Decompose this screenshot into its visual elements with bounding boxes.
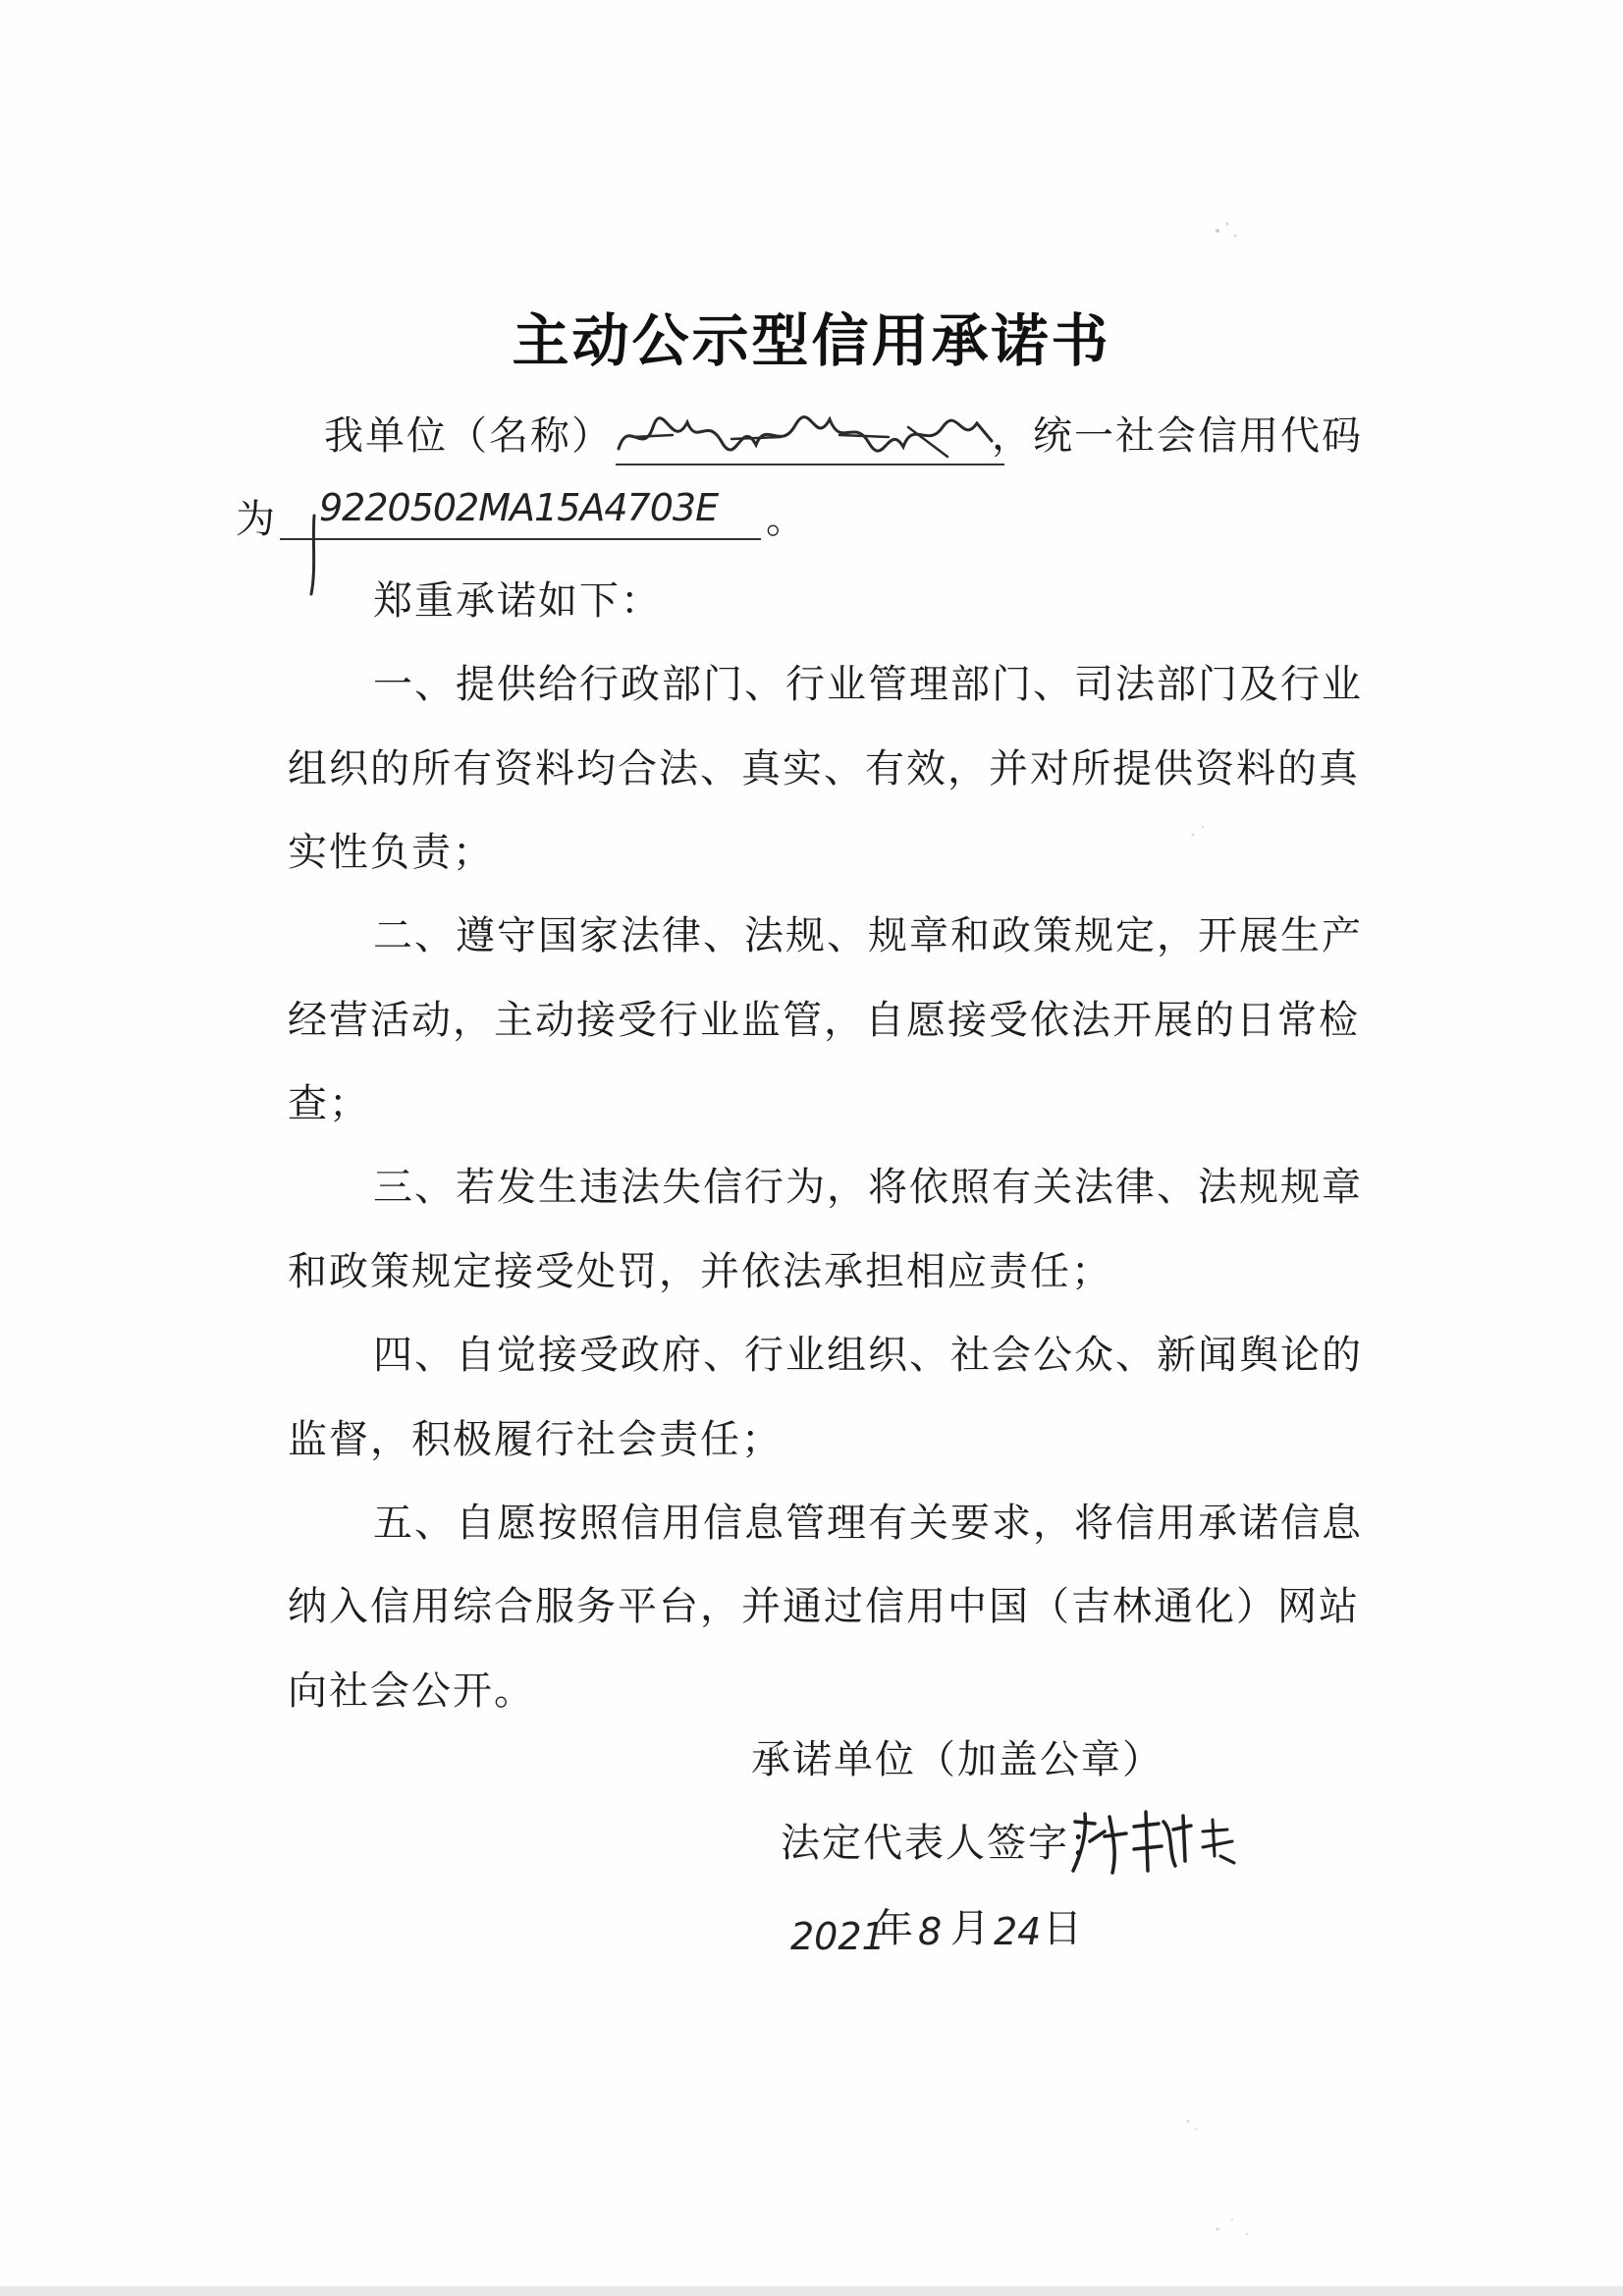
date-month-label: 月 bbox=[950, 1906, 992, 1951]
item-4-line-1: 四、自觉接受政府、行业组织、社会公众、新闻舆论的 bbox=[373, 1333, 1363, 1378]
sign-unit-label: 承诺单位（加盖公章） bbox=[751, 1737, 1163, 1782]
item-2-line-3: 查； bbox=[288, 1081, 370, 1126]
credit-code-label: ，统一社会信用代码 bbox=[992, 413, 1363, 459]
date-day-handwriting: 24 bbox=[994, 1910, 1042, 1953]
credit-code-handwriting: 9220502MA15A4703E bbox=[319, 486, 719, 529]
intro-text: 郑重承诺如下： bbox=[373, 578, 662, 624]
scan-artifact bbox=[1168, 805, 1227, 864]
unit-name-handwriting bbox=[614, 398, 1006, 476]
item-5-line-1: 五、自愿按照信用信息管理有关要求，将信用承诺信息 bbox=[373, 1501, 1363, 1546]
scan-artifact bbox=[1188, 2200, 1276, 2259]
item-2-line-2: 经营活动，主动接受行业监管，自愿接受依法开展的日常检 bbox=[288, 998, 1360, 1043]
item-2-line-1: 二、遵守国家法律、法规、规章和政策规定，开展生产 bbox=[373, 913, 1363, 958]
code-suffix: 。 bbox=[766, 497, 807, 542]
item-1-line-2: 组织的所有资料均合法、真实、有效，并对所提供资料的真 bbox=[288, 746, 1360, 792]
item-5-line-3: 向社会公开。 bbox=[288, 1668, 535, 1714]
date-year-label: 年 bbox=[874, 1906, 915, 1951]
scan-artifact bbox=[1163, 2092, 1222, 2151]
item-3-line-2: 和政策规定接受处罚，并依法承担相应责任； bbox=[288, 1249, 1112, 1294]
pen-stroke-mark bbox=[304, 511, 324, 599]
legal-rep-label: 法定代表人签字： bbox=[781, 1821, 1110, 1866]
date-month-handwriting: 8 bbox=[918, 1910, 943, 1953]
date-day-label: 日 bbox=[1043, 1906, 1084, 1951]
item-1-line-1: 一、提供给行政部门、行业管理部门、司法部门及行业 bbox=[373, 662, 1363, 707]
code-prefix: 为 bbox=[236, 497, 277, 542]
item-3-line-1: 三、若发生违法失信行为，将依照有关法律、法规规章 bbox=[373, 1165, 1363, 1210]
scan-artifact bbox=[1198, 206, 1257, 265]
item-1-line-3: 实性负责； bbox=[288, 830, 494, 875]
item-5-line-2: 纳入信用综合服务平台，并通过信用中国（吉林通化）网站 bbox=[288, 1584, 1360, 1629]
date-year-handwriting: 2021 bbox=[790, 1915, 886, 1958]
code-underline bbox=[280, 538, 761, 540]
unit-name-prefix: 我单位（名称） bbox=[324, 413, 613, 459]
legal-rep-signature bbox=[1065, 1802, 1252, 1881]
item-4-line-2: 监督，积极履行社会责任； bbox=[288, 1417, 783, 1462]
document-title: 主动公示型信用承诺书 bbox=[512, 307, 1111, 374]
scan-bottom-edge bbox=[0, 2286, 1623, 2296]
